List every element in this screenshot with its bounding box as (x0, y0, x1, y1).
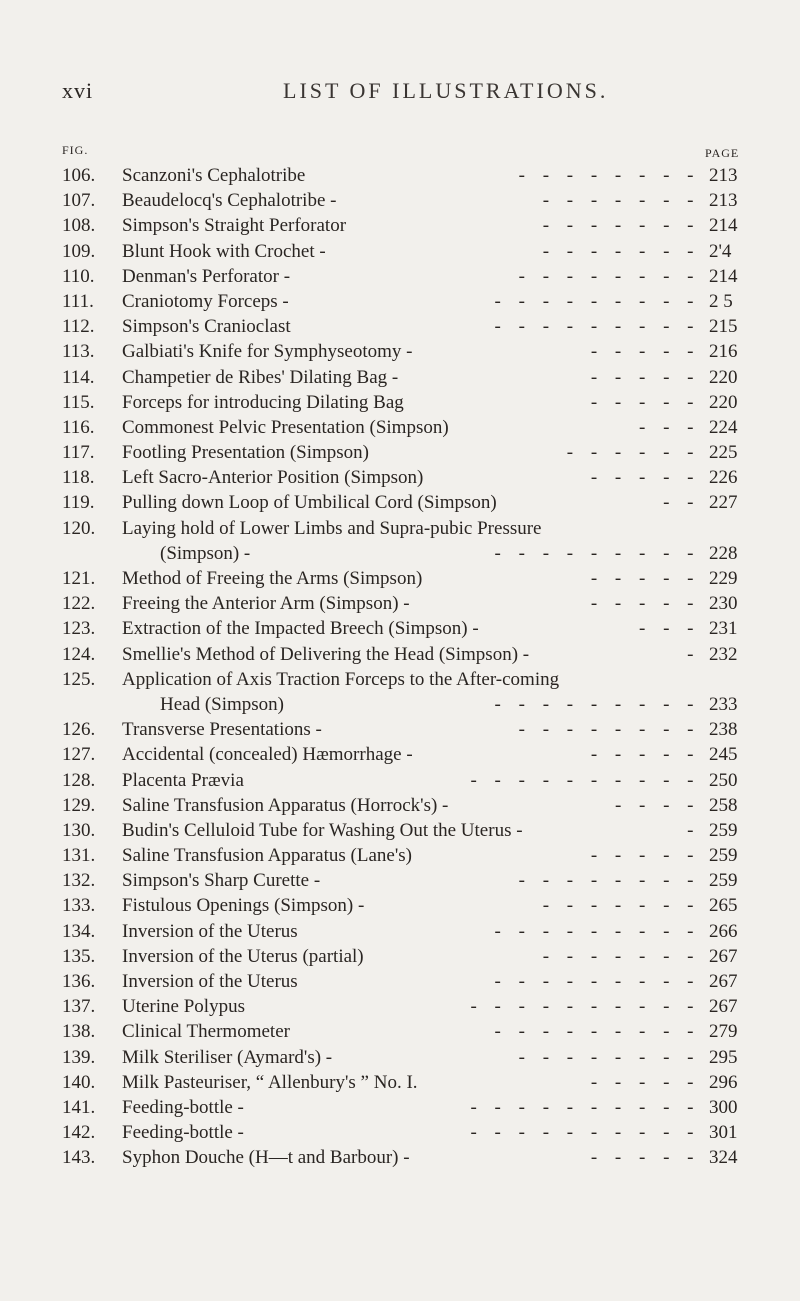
list-item (0, 339, 800, 364)
figure-number: 129. (62, 794, 96, 816)
page-number: 233 (709, 693, 738, 715)
figure-number: 116. (62, 416, 95, 438)
list-item (0, 768, 800, 793)
page-number: 267 (709, 996, 738, 1018)
page-number: 266 (709, 920, 738, 942)
figure-title: Transverse Presentations - (122, 719, 322, 741)
dot-leader: - - - - - - - - - (494, 316, 700, 338)
figure-title: Feeding-bottle - (122, 1122, 244, 1144)
figure-title-continued: Head (Simpson) (160, 693, 285, 715)
dot-leader: - - - - - - - (542, 895, 700, 917)
figure-number: 143. (62, 1147, 96, 1169)
figure-title: Feeding-bottle - (122, 1096, 244, 1118)
figure-title-continued: (Simpson) - (160, 542, 251, 564)
page-title: LIST OF ILLUSTRATIONS. (283, 78, 609, 103)
figure-number: 131. (62, 845, 96, 867)
page-number: 220 (709, 391, 738, 413)
page-number: 259 (709, 845, 738, 867)
figure-title: Galbiati's Knife for Symphyseotomy - (122, 341, 413, 363)
page-number: 324 (709, 1147, 738, 1169)
figure-title: Laying hold of Lower Limbs and Supra-pubic Pressure (122, 517, 542, 539)
list-item (0, 919, 800, 944)
page-number: 225 (709, 442, 738, 464)
list-item (0, 1095, 800, 1120)
list-item (0, 390, 800, 415)
figure-number: 107. (62, 190, 96, 212)
list-item (0, 440, 800, 465)
list-item (0, 642, 800, 667)
list-item (0, 868, 800, 893)
list-item (0, 213, 800, 238)
running-head (0, 78, 800, 108)
list-item (0, 994, 800, 1019)
figure-number: 122. (62, 593, 96, 615)
figure-title: Denman's Perforator - (122, 265, 291, 287)
dot-leader: - - - - - - - - (518, 1046, 700, 1068)
figure-title: Fistulous Openings (Simpson) - (122, 895, 365, 917)
dot-leader: - - - - - (590, 341, 700, 363)
dot-leader: - - - - - (590, 744, 700, 766)
figure-number: 130. (62, 819, 96, 841)
dot-leader: - (687, 643, 700, 665)
dot-leader: - - - - - - - - (518, 165, 700, 186)
page-number: 245 (709, 744, 738, 766)
figure-number: 106. (62, 165, 96, 186)
dot-leader: - - - - - - - - (518, 719, 700, 741)
list-item (0, 239, 800, 264)
list-item (0, 541, 800, 566)
page-number: 214 (709, 215, 738, 237)
figure-title: Accidental (concealed) Hæmorrhage - (122, 744, 413, 766)
page-number: 231 (709, 618, 738, 640)
figure-number: 133. (62, 895, 96, 917)
figure-title: Syphon Douche (H—t and Barbour) - (122, 1147, 410, 1169)
dot-leader: - - - - - (590, 366, 700, 388)
list-item (0, 717, 800, 742)
dot-leader: - - - - - - - - - (494, 693, 700, 715)
list-item (0, 1145, 800, 1170)
dot-leader: - - - - - - - - - - (470, 1122, 700, 1144)
list-item (0, 1070, 800, 1095)
page-number: 295 (709, 1046, 738, 1068)
figure-number: 115. (62, 391, 95, 413)
figure-title: Scanzoni's Cephalotribe (122, 165, 306, 186)
figure-title: Forceps for introducing Dilating Bag (122, 391, 404, 413)
dot-leader: - - - (639, 416, 700, 438)
page-number: 259 (709, 870, 738, 892)
list-item (0, 163, 800, 188)
column-heading-fig: FIG. (62, 143, 89, 157)
dot-leader: - - - - - - - - - - (470, 769, 700, 791)
list-item (0, 415, 800, 440)
figure-title: Commonest Pelvic Presentation (Simpson) (122, 416, 449, 438)
page-number: 238 (709, 719, 738, 741)
list-item (0, 289, 800, 314)
page-number: 230 (709, 593, 738, 615)
figure-title: Inversion of the Uterus (122, 920, 298, 942)
figure-number: 128. (62, 769, 96, 791)
list-item (0, 365, 800, 390)
figure-title: Budin's Celluloid Tube for Washing Out the Uterus - (122, 819, 523, 841)
dot-leader: - (687, 819, 700, 841)
figure-number: 124. (62, 643, 96, 665)
figure-number: 138. (62, 1021, 96, 1043)
figure-title: Milk Steriliser (Aymard's) - (122, 1046, 333, 1068)
dot-leader: - - - - - - - - - (494, 971, 700, 992)
dot-leader: - - - - - - - (542, 190, 700, 212)
dot-leader: - - - - (614, 794, 700, 816)
figure-number: 114. (62, 366, 95, 388)
list-item (0, 969, 800, 994)
figure-title: Simpson's Cranioclast (122, 316, 291, 338)
dot-leader: - - - - - - - - - (494, 290, 700, 312)
figure-title: Beaudelocq's Cephalotribe - (122, 190, 337, 212)
dot-leader: - - - - - (590, 845, 700, 867)
figure-number: 108. (62, 215, 96, 237)
page-number: 213 (709, 165, 738, 186)
list-item (0, 591, 800, 616)
figure-number: 112. (62, 316, 95, 338)
figure-title: Inversion of the Uterus (122, 971, 298, 992)
list-item (0, 667, 800, 692)
list-item (0, 188, 800, 213)
page-number: 301 (709, 1122, 738, 1144)
list-item (0, 793, 800, 818)
page-number: 226 (709, 467, 738, 489)
list-item (0, 1045, 800, 1070)
dot-leader: - - - - - (590, 593, 700, 615)
figure-number: 136. (62, 971, 96, 992)
figure-number: 120. (62, 517, 96, 539)
figure-number: 111. (62, 290, 94, 312)
figure-number: 109. (62, 240, 96, 262)
page-number: 220 (709, 366, 738, 388)
dot-leader: - - - - - - - (542, 240, 700, 262)
figure-number: 118. (62, 467, 95, 489)
figure-title: Blunt Hook with Crochet - (122, 240, 326, 262)
page-number: 265 (709, 895, 738, 917)
list-item (0, 893, 800, 918)
page-number: 2'4 (709, 240, 732, 262)
figure-title: Pulling down Loop of Umbilical Cord (Simpson) (122, 492, 497, 514)
page-number: 214 (709, 265, 738, 287)
figure-title: Saline Transfusion Apparatus (Horrock's) - (122, 794, 449, 816)
page-number: 279 (709, 1021, 738, 1043)
page-number: 227 (709, 492, 738, 514)
list-item (0, 264, 800, 289)
page-number: 267 (709, 945, 738, 967)
figure-number: 141. (62, 1096, 96, 1118)
list-item (0, 818, 800, 843)
figure-title: Footling Presentation (Simpson) (122, 442, 369, 464)
dot-leader: - - - - - - (566, 442, 700, 464)
page-folio: xvi (62, 78, 94, 103)
dot-leader: - - - - - - - - - (494, 920, 700, 942)
figure-number: 125. (62, 668, 96, 690)
dot-leader: - - - - - (590, 1147, 700, 1169)
figure-number: 126. (62, 719, 96, 741)
figure-title: Simpson's Sharp Curette - (122, 870, 321, 892)
figure-number: 113. (62, 341, 95, 363)
page-number: 228 (709, 542, 738, 564)
illustration-list (0, 163, 800, 1171)
list-item (0, 616, 800, 641)
list-item (0, 314, 800, 339)
figure-title: Inversion of the Uterus (partial) (122, 945, 364, 967)
page-number: 215 (709, 316, 738, 338)
figure-title: Simpson's Straight Perforator (122, 215, 347, 237)
page-number: 258 (709, 794, 738, 816)
dot-leader: - - - - - (590, 568, 700, 589)
dot-leader: - - - - - (590, 467, 700, 489)
page-number: 216 (709, 341, 738, 363)
figure-title: Milk Pasteuriser, “ Allenbury's ” No. I. (122, 1071, 418, 1093)
figure-number: 140. (62, 1071, 96, 1093)
list-item (0, 1120, 800, 1145)
figure-title: Freeing the Anterior Arm (Simpson) - (122, 593, 410, 615)
figure-title: Method of Freeing the Arms (Simpson) (122, 568, 423, 589)
list-item (0, 944, 800, 969)
page-number: 232 (709, 643, 738, 665)
page-number: 229 (709, 568, 738, 589)
figure-number: 127. (62, 744, 96, 766)
dot-leader: - - - - - - - - - - (470, 1096, 700, 1118)
figure-number: 134. (62, 920, 96, 942)
dot-leader: - - - - - - - (542, 945, 700, 967)
dot-leader: - - - (639, 618, 700, 640)
figure-number: 121. (62, 568, 96, 589)
figure-title: Champetier de Ribes' Dilating Bag - (122, 366, 399, 388)
list-item (0, 516, 800, 541)
figure-title: Left Sacro-Anterior Position (Simpson) (122, 467, 424, 489)
figure-title: Clinical Thermometer (122, 1021, 290, 1043)
dot-leader: - - - - - (590, 391, 700, 413)
figure-number: 119. (62, 492, 95, 514)
list-item (0, 1019, 800, 1044)
figure-title: Placenta Prævia (122, 769, 244, 791)
page-number: 250 (709, 769, 738, 791)
figure-title: Extraction of the Impacted Breech (Simpson) - (122, 618, 479, 640)
figure-title: Saline Transfusion Apparatus (Lane's) (122, 845, 412, 867)
figure-number: 123. (62, 618, 96, 640)
list-item (0, 490, 800, 515)
figure-number: 142. (62, 1122, 96, 1144)
figure-title: Smellie's Method of Delivering the Head (Simpson) - (122, 643, 530, 665)
page-number: 2 5 (709, 290, 733, 312)
dot-leader: - - - - - - - - - - (470, 996, 700, 1018)
list-item (0, 692, 800, 717)
figure-number: 132. (62, 870, 96, 892)
dot-leader: - - - - - - - - (518, 870, 700, 892)
figure-title: Uterine Polypus (122, 996, 245, 1018)
page-number: 259 (709, 819, 738, 841)
figure-number: 139. (62, 1046, 96, 1068)
figure-number: 135. (62, 945, 96, 967)
dot-leader: - - - - - - - - - (494, 1021, 700, 1043)
dot-leader: - - (663, 492, 700, 514)
page-number: 296 (709, 1071, 738, 1093)
figure-title: Application of Axis Traction Forceps to the After-coming (122, 668, 560, 690)
page-number: 213 (709, 190, 738, 212)
column-heading-page: PAGE (705, 146, 740, 160)
dot-leader: - - - - - - - - - (494, 542, 700, 564)
page-number: 224 (709, 416, 738, 438)
list-item (0, 742, 800, 767)
page-number: 267 (709, 971, 738, 992)
list-item (0, 566, 800, 591)
page-number: 300 (709, 1096, 738, 1118)
figure-title: Craniotomy Forceps - (122, 290, 289, 312)
dot-leader: - - - - - - - (542, 215, 700, 237)
figure-number: 137. (62, 996, 96, 1018)
list-item (0, 465, 800, 490)
figure-number: 110. (62, 265, 95, 287)
dot-leader: - - - - - - - - (518, 265, 700, 287)
list-item (0, 843, 800, 868)
dot-leader: - - - - - (590, 1071, 700, 1093)
figure-number: 117. (62, 442, 95, 464)
